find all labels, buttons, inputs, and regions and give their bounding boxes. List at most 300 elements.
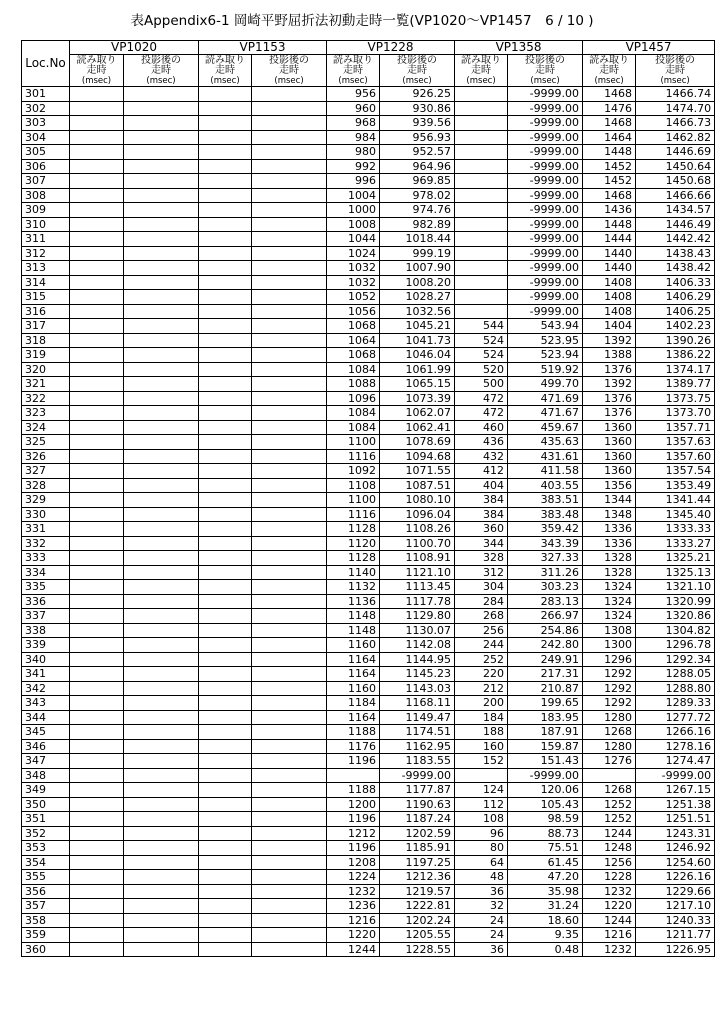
value-cell: 1248: [583, 841, 636, 856]
value-cell: [70, 304, 124, 319]
value-cell: [252, 899, 327, 914]
loc-no-cell: 359: [22, 928, 70, 943]
value-cell: 252: [455, 652, 508, 667]
value-cell: [199, 783, 252, 798]
unit-label: (msec): [660, 76, 690, 86]
value-cell: [252, 667, 327, 682]
value-cell: 1308: [583, 623, 636, 638]
value-cell: 1468: [583, 188, 636, 203]
value-cell: [199, 377, 252, 392]
value-cell: [199, 362, 252, 377]
value-cell: 1466.74: [636, 87, 715, 102]
loc-no-cell: 338: [22, 623, 70, 638]
value-cell: [199, 609, 252, 624]
value-cell: [70, 812, 124, 827]
vp-header-vp1457: VP1457: [583, 41, 715, 55]
value-cell: 1251.38: [636, 797, 715, 812]
value-cell: 359.42: [508, 522, 583, 537]
value-cell: [252, 507, 327, 522]
value-cell: 1226.16: [636, 870, 715, 885]
unit-label: (msec): [338, 76, 368, 86]
table-row: [22, 333, 715, 348]
header-label: 走時: [215, 65, 236, 76]
value-cell: 1324: [583, 594, 636, 609]
value-cell: 183.95: [508, 710, 583, 725]
value-cell: 1116: [327, 507, 380, 522]
value-cell: [199, 768, 252, 783]
value-cell: [124, 203, 199, 218]
table-row: [22, 710, 715, 725]
loc-no-cell: 343: [22, 696, 70, 711]
value-cell: [252, 217, 327, 232]
value-cell: [252, 522, 327, 537]
loc-no-header: Loc.No: [22, 41, 70, 87]
value-cell: [124, 406, 199, 421]
value-cell: 124: [455, 783, 508, 798]
loc-no-cell: 336: [22, 594, 70, 609]
value-cell: [124, 420, 199, 435]
value-cell: [199, 913, 252, 928]
value-cell: [199, 232, 252, 247]
loc-no-cell: 332: [22, 536, 70, 551]
table-row: [22, 507, 715, 522]
value-cell: 1388: [583, 348, 636, 363]
value-cell: [199, 406, 252, 421]
value-cell: 383.48: [508, 507, 583, 522]
value-cell: 32: [455, 899, 508, 914]
projected-time-header: [636, 55, 715, 87]
value-cell: [70, 159, 124, 174]
value-cell: [199, 159, 252, 174]
table-row: [22, 899, 715, 914]
value-cell: 1216: [583, 928, 636, 943]
value-cell: [124, 101, 199, 116]
table-row: [22, 783, 715, 798]
value-cell: [252, 478, 327, 493]
value-cell: 1145.23: [380, 667, 455, 682]
value-cell: [124, 855, 199, 870]
value-cell: [199, 667, 252, 682]
loc-no-cell: 354: [22, 855, 70, 870]
value-cell: [70, 232, 124, 247]
value-cell: 1232: [327, 884, 380, 899]
value-cell: [124, 87, 199, 102]
value-cell: 1062.07: [380, 406, 455, 421]
table-row: [22, 101, 715, 116]
value-cell: 1392: [583, 377, 636, 392]
value-cell: [70, 899, 124, 914]
value-cell: [70, 87, 124, 102]
value-cell: [124, 899, 199, 914]
table-row: [22, 551, 715, 566]
value-cell: 1190.63: [380, 797, 455, 812]
loc-no-cell: 335: [22, 580, 70, 595]
value-cell: 968: [327, 116, 380, 131]
loc-no-cell: 310: [22, 217, 70, 232]
value-cell: 1321.10: [636, 580, 715, 595]
value-cell: 1108: [327, 478, 380, 493]
loc-no-cell: 325: [22, 435, 70, 450]
page-title: 表Appendix6-1 岡崎平野屈折法初動走時一覧(VP1020〜VP1457 6 / 10 ): [130, 13, 594, 29]
value-cell: 1176: [327, 739, 380, 754]
loc-no-cell: 312: [22, 246, 70, 261]
value-cell: [199, 493, 252, 508]
value-cell: 312: [455, 565, 508, 580]
value-cell: [124, 739, 199, 754]
vp-header-vp1228: VP1228: [327, 41, 455, 55]
value-cell: -9999.00: [508, 290, 583, 305]
value-cell: 304: [455, 580, 508, 595]
value-cell: 266.97: [508, 609, 583, 624]
value-cell: 1162.95: [380, 739, 455, 754]
value-cell: [199, 333, 252, 348]
value-cell: [70, 507, 124, 522]
value-cell: 1232: [583, 942, 636, 957]
value-cell: 978.02: [380, 188, 455, 203]
value-cell: 523.94: [508, 348, 583, 363]
value-cell: [455, 87, 508, 102]
value-cell: [199, 826, 252, 841]
value-cell: [70, 754, 124, 769]
value-cell: 1278.16: [636, 739, 715, 754]
value-cell: [199, 319, 252, 334]
table-row: [22, 594, 715, 609]
value-cell: [252, 333, 327, 348]
value-cell: 1392: [583, 333, 636, 348]
value-cell: [70, 101, 124, 116]
table-row: [22, 435, 715, 450]
header-label: 走時: [86, 65, 107, 76]
loc-no-cell: 319: [22, 348, 70, 363]
header-label: 投影後の: [397, 55, 438, 66]
value-cell: 1277.72: [636, 710, 715, 725]
value-cell: [70, 348, 124, 363]
loc-no-cell: 323: [22, 406, 70, 421]
value-cell: [70, 536, 124, 551]
value-cell: 1333.33: [636, 522, 715, 537]
value-cell: 1056: [327, 304, 380, 319]
value-cell: [199, 942, 252, 957]
value-cell: 999.19: [380, 246, 455, 261]
value-cell: [124, 638, 199, 653]
value-cell: 1052: [327, 290, 380, 305]
value-cell: 1448: [583, 145, 636, 160]
value-cell: 1256: [583, 855, 636, 870]
unit-label: (msec): [402, 76, 432, 86]
value-cell: 1280: [583, 739, 636, 754]
value-cell: [252, 377, 327, 392]
value-cell: [124, 754, 199, 769]
table-row: [22, 290, 715, 305]
value-cell: 35.98: [508, 884, 583, 899]
value-cell: 1240.33: [636, 913, 715, 928]
value-cell: 152: [455, 754, 508, 769]
value-cell: 1196: [327, 841, 380, 856]
value-cell: [455, 275, 508, 290]
loc-no-cell: 327: [22, 464, 70, 479]
loc-no-cell: 355: [22, 870, 70, 885]
loc-no-cell: 333: [22, 551, 70, 566]
value-cell: [124, 652, 199, 667]
value-cell: 47.20: [508, 870, 583, 885]
value-cell: 9.35: [508, 928, 583, 943]
value-cell: 31.24: [508, 899, 583, 914]
value-cell: [124, 522, 199, 537]
value-cell: [252, 594, 327, 609]
value-cell: -9999.00: [508, 116, 583, 131]
value-cell: [124, 725, 199, 740]
table-header: [22, 41, 715, 87]
value-cell: [199, 507, 252, 522]
value-cell: [70, 710, 124, 725]
value-cell: [124, 174, 199, 189]
value-cell: 105.43: [508, 797, 583, 812]
value-cell: 1324: [583, 609, 636, 624]
value-cell: 1360: [583, 464, 636, 479]
value-cell: [70, 435, 124, 450]
value-cell: 1292.34: [636, 652, 715, 667]
value-cell: [70, 145, 124, 160]
loc-no-cell: 358: [22, 913, 70, 928]
value-cell: [124, 290, 199, 305]
value-cell: [252, 870, 327, 885]
value-cell: 1148: [327, 609, 380, 624]
value-cell: [70, 188, 124, 203]
value-cell: [124, 333, 199, 348]
value-cell: 460: [455, 420, 508, 435]
table-row: [22, 232, 715, 247]
value-cell: 404: [455, 478, 508, 493]
value-cell: [199, 812, 252, 827]
loc-no-cell: 308: [22, 188, 70, 203]
value-cell: [70, 870, 124, 885]
value-cell: 1084: [327, 362, 380, 377]
table-row: [22, 522, 715, 537]
value-cell: 1468: [583, 87, 636, 102]
value-cell: 1000: [327, 203, 380, 218]
value-cell: [583, 768, 636, 783]
table-row: [22, 377, 715, 392]
read-time-header: [70, 55, 124, 87]
value-cell: 1268: [583, 783, 636, 798]
value-cell: -9999.00: [508, 145, 583, 160]
value-cell: -9999.00: [508, 203, 583, 218]
value-cell: [455, 261, 508, 276]
value-cell: 1325.13: [636, 565, 715, 580]
value-cell: 283.13: [508, 594, 583, 609]
value-cell: 1244: [583, 913, 636, 928]
loc-no-cell: 301: [22, 87, 70, 102]
value-cell: 1208: [327, 855, 380, 870]
value-cell: 1386.22: [636, 348, 715, 363]
value-cell: [199, 116, 252, 131]
value-cell: 1196: [327, 754, 380, 769]
value-cell: [124, 913, 199, 928]
value-cell: 1211.77: [636, 928, 715, 943]
value-cell: 1408: [583, 290, 636, 305]
value-cell: 284: [455, 594, 508, 609]
value-cell: 120.06: [508, 783, 583, 798]
value-cell: [70, 652, 124, 667]
value-cell: [124, 217, 199, 232]
value-cell: [199, 928, 252, 943]
loc-no-cell: 306: [22, 159, 70, 174]
value-cell: [252, 319, 327, 334]
value-cell: [124, 696, 199, 711]
value-cell: 1438.42: [636, 261, 715, 276]
value-cell: [199, 565, 252, 580]
value-cell: 1024: [327, 246, 380, 261]
value-cell: 1068: [327, 348, 380, 363]
value-cell: 992: [327, 159, 380, 174]
value-cell: -9999.00: [508, 174, 583, 189]
value-cell: [199, 797, 252, 812]
value-cell: 472: [455, 391, 508, 406]
value-cell: [70, 696, 124, 711]
value-cell: 0.48: [508, 942, 583, 957]
table-row: [22, 928, 715, 943]
value-cell: 1136: [327, 594, 380, 609]
unit-label: (msec): [146, 76, 176, 86]
value-cell: 1202.24: [380, 913, 455, 928]
header-label: 走時: [151, 65, 171, 76]
value-cell: 1304.82: [636, 623, 715, 638]
value-cell: 210.87: [508, 681, 583, 696]
value-cell: [70, 797, 124, 812]
value-cell: 1296.78: [636, 638, 715, 653]
value-cell: [252, 580, 327, 595]
value-cell: [70, 913, 124, 928]
value-cell: [252, 348, 327, 363]
value-cell: [252, 768, 327, 783]
value-cell: [252, 652, 327, 667]
value-cell: [70, 449, 124, 464]
value-cell: 1356: [583, 478, 636, 493]
value-cell: [124, 826, 199, 841]
value-cell: [455, 130, 508, 145]
value-cell: 1100.70: [380, 536, 455, 551]
loc-no-cell: 331: [22, 522, 70, 537]
sub-header-row: [22, 55, 715, 87]
value-cell: 1188: [327, 725, 380, 740]
value-cell: [124, 609, 199, 624]
projected-time-header: [252, 55, 327, 87]
read-time-header: [455, 55, 508, 87]
value-cell: 960: [327, 101, 380, 116]
value-cell: [252, 290, 327, 305]
value-cell: 249.91: [508, 652, 583, 667]
value-cell: [70, 478, 124, 493]
value-cell: 930.86: [380, 101, 455, 116]
value-cell: 980: [327, 145, 380, 160]
table-row: [22, 739, 715, 754]
table-row: [22, 623, 715, 638]
table-row: [22, 638, 715, 653]
value-cell: 1408: [583, 275, 636, 290]
value-cell: 1160: [327, 638, 380, 653]
value-cell: 1144.95: [380, 652, 455, 667]
value-cell: 244: [455, 638, 508, 653]
table-row: [22, 130, 715, 145]
value-cell: 1084: [327, 420, 380, 435]
value-cell: 1406.25: [636, 304, 715, 319]
value-cell: 1224: [327, 870, 380, 885]
value-cell: -9999.00: [508, 261, 583, 276]
value-cell: 435.63: [508, 435, 583, 450]
value-cell: [199, 696, 252, 711]
value-cell: 184: [455, 710, 508, 725]
value-cell: 1226.95: [636, 942, 715, 957]
value-cell: 1148: [327, 623, 380, 638]
value-cell: [70, 623, 124, 638]
projected-time-header: [508, 55, 583, 87]
value-cell: [124, 145, 199, 160]
value-cell: [124, 116, 199, 131]
value-cell: [124, 377, 199, 392]
value-cell: [252, 841, 327, 856]
value-cell: 48: [455, 870, 508, 885]
value-cell: 159.87: [508, 739, 583, 754]
value-cell: 1174.51: [380, 725, 455, 740]
value-cell: 1117.78: [380, 594, 455, 609]
value-cell: 1065.15: [380, 377, 455, 392]
value-cell: 1452: [583, 159, 636, 174]
table-row: [22, 406, 715, 421]
value-cell: 1094.68: [380, 449, 455, 464]
value-cell: 524: [455, 333, 508, 348]
value-cell: 969.85: [380, 174, 455, 189]
value-cell: [252, 261, 327, 276]
header-label: 読み取り: [205, 55, 246, 66]
value-cell: [455, 232, 508, 247]
value-cell: [124, 493, 199, 508]
header-label: 投影後の: [141, 55, 181, 66]
value-cell: 1320.86: [636, 609, 715, 624]
value-cell: 956.93: [380, 130, 455, 145]
value-cell: [455, 174, 508, 189]
value-cell: 24: [455, 913, 508, 928]
value-cell: [199, 478, 252, 493]
value-cell: 88.73: [508, 826, 583, 841]
table-row: [22, 696, 715, 711]
value-cell: 98.59: [508, 812, 583, 827]
header-label: 読み取り: [333, 55, 374, 66]
value-cell: 200: [455, 696, 508, 711]
loc-no-cell: 313: [22, 261, 70, 276]
table-row: [22, 449, 715, 464]
value-cell: [252, 246, 327, 261]
value-cell: [252, 565, 327, 580]
table-row: [22, 203, 715, 218]
value-cell: 1360: [583, 435, 636, 450]
value-cell: 1061.99: [380, 362, 455, 377]
value-cell: [199, 754, 252, 769]
value-cell: 1289.33: [636, 696, 715, 711]
value-cell: [70, 493, 124, 508]
value-cell: [124, 870, 199, 885]
value-cell: 1357.54: [636, 464, 715, 479]
loc-no-cell: 357: [22, 899, 70, 914]
value-cell: [70, 246, 124, 261]
loc-no-cell: 345: [22, 725, 70, 740]
table-row: [22, 565, 715, 580]
value-cell: [70, 377, 124, 392]
value-cell: 1341.44: [636, 493, 715, 508]
value-cell: [199, 551, 252, 566]
value-cell: 432: [455, 449, 508, 464]
value-cell: [124, 884, 199, 899]
value-cell: 1116: [327, 449, 380, 464]
